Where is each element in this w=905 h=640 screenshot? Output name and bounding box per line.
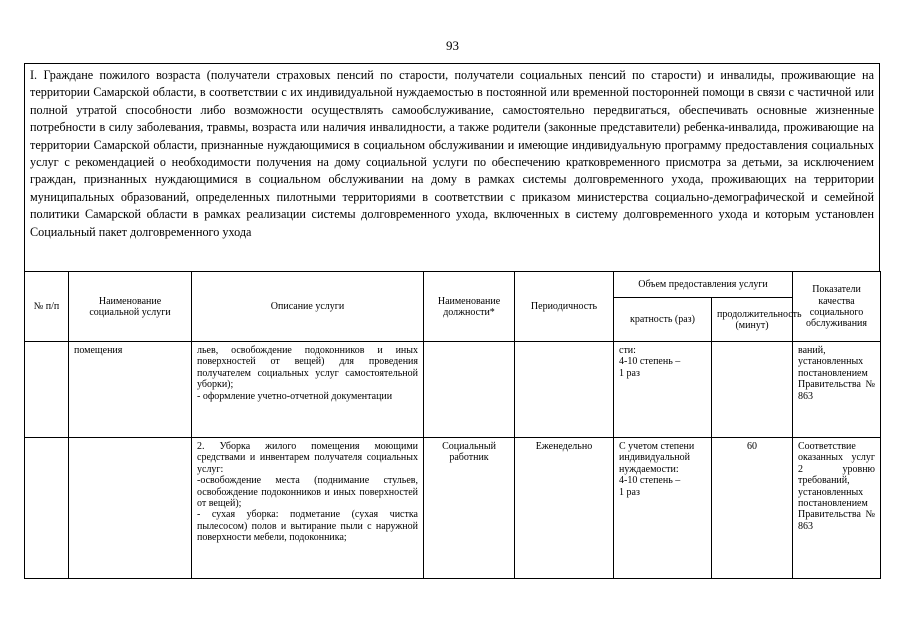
header-num: № п/п xyxy=(25,272,69,342)
header-service-name: Наименование социальной услуги xyxy=(69,272,192,342)
cell-num xyxy=(25,438,69,579)
table-row xyxy=(25,438,881,579)
page-number: 93 xyxy=(446,38,459,53)
cell-service-name xyxy=(69,438,192,579)
cell-duration xyxy=(712,342,793,438)
cell-position xyxy=(424,342,515,438)
cell-quality: ваний, установленных постановлением Правительства № 863 xyxy=(793,342,881,438)
cell-description: 2. Уборка жилого помещения моющими средствами и инвентарем получателя социальных услуг: -освобождение места (поднимание стульев, освобождение подоконников и иных поверхностей от вещей); - сухая уборка: подметание (сухая чистка пылесосом) полов и вытирание пыли с наружной поверхности мебели, подоконника; xyxy=(192,438,424,579)
cell-multiplicity: С учетом степени индивидуальной нуждаемости: 4-10 степень – 1 раз xyxy=(614,438,712,579)
services-table xyxy=(24,271,881,579)
cell-position: Социальный работник xyxy=(424,438,515,579)
section-intro-text: I. Граждане пожилого возраста (получатели страховых пенсий по старости, получатели социальных пенсий по старости) и инвалиды, проживающие на территории Самарской области, в соответствии с их индивидуальной нуждаемостью в постоянной или временной посторонней помощи в связи с частичной или полной утратой способности либо возможности осуществлять самообслуживание, самостоятельно передвигаться, обеспечивать основные жизненные потребности в силу заболевания, травмы, возраста или наличия инвалидности, а также родители (законные представители) ребенка-инвалида, проживающие на территории Самарской области, признанные нуждающимися в социальном обслуживании и имеющие индивидуальную программу предоставления социальных услуг с рекомендацией о необходимости получения на дому социальной услуги по обеспечению кратковременного присмотра за детьми, за исключением граждан, признанных нуждающимися в социальном обслуживании на дому в рамках системы долговременного ухода, проживающих на территории муниципальных образований, определенных пилотными территориями в соответствии с приказом министерства социально-демографической и семейной политики Самарской области в рамках реализации системы долговременного ухода, включенных в систему долговременного ухода и которым установлен Социальный пакет долговременного ухода xyxy=(24,63,880,271)
cell-multiplicity: сти: 4-10 степень – 1 раз xyxy=(614,342,712,438)
cell-periodicity xyxy=(515,342,614,438)
cell-description: льев, освобождение подоконников и иных поверхностей от вещей) для проведения получателем социальных услуг самостоятельной уборки); - оформление учетно-отчетной документации xyxy=(192,342,424,438)
cell-quality: Соответствие оказанных услуг 2 уровню требований, установленных постановлением Правительства № 863 xyxy=(793,438,881,579)
header-multiplicity: кратность (раз) xyxy=(614,298,712,342)
header-duration: продолжительность (минут) xyxy=(712,298,793,342)
table-row xyxy=(25,342,881,438)
header-quality: Показатели качества социального обслуживания xyxy=(793,272,881,342)
header-description: Описание услуги xyxy=(192,272,424,342)
cell-num xyxy=(25,342,69,438)
cell-service-name: помещения xyxy=(69,342,192,438)
cell-duration: 60 xyxy=(712,438,793,579)
header-position: Наименование должности* xyxy=(424,272,515,342)
header-volume: Объем предоставления услуги xyxy=(614,272,793,298)
table-header-row xyxy=(25,272,881,298)
header-periodicity: Периодичность xyxy=(515,272,614,342)
cell-periodicity: Еженедельно xyxy=(515,438,614,579)
